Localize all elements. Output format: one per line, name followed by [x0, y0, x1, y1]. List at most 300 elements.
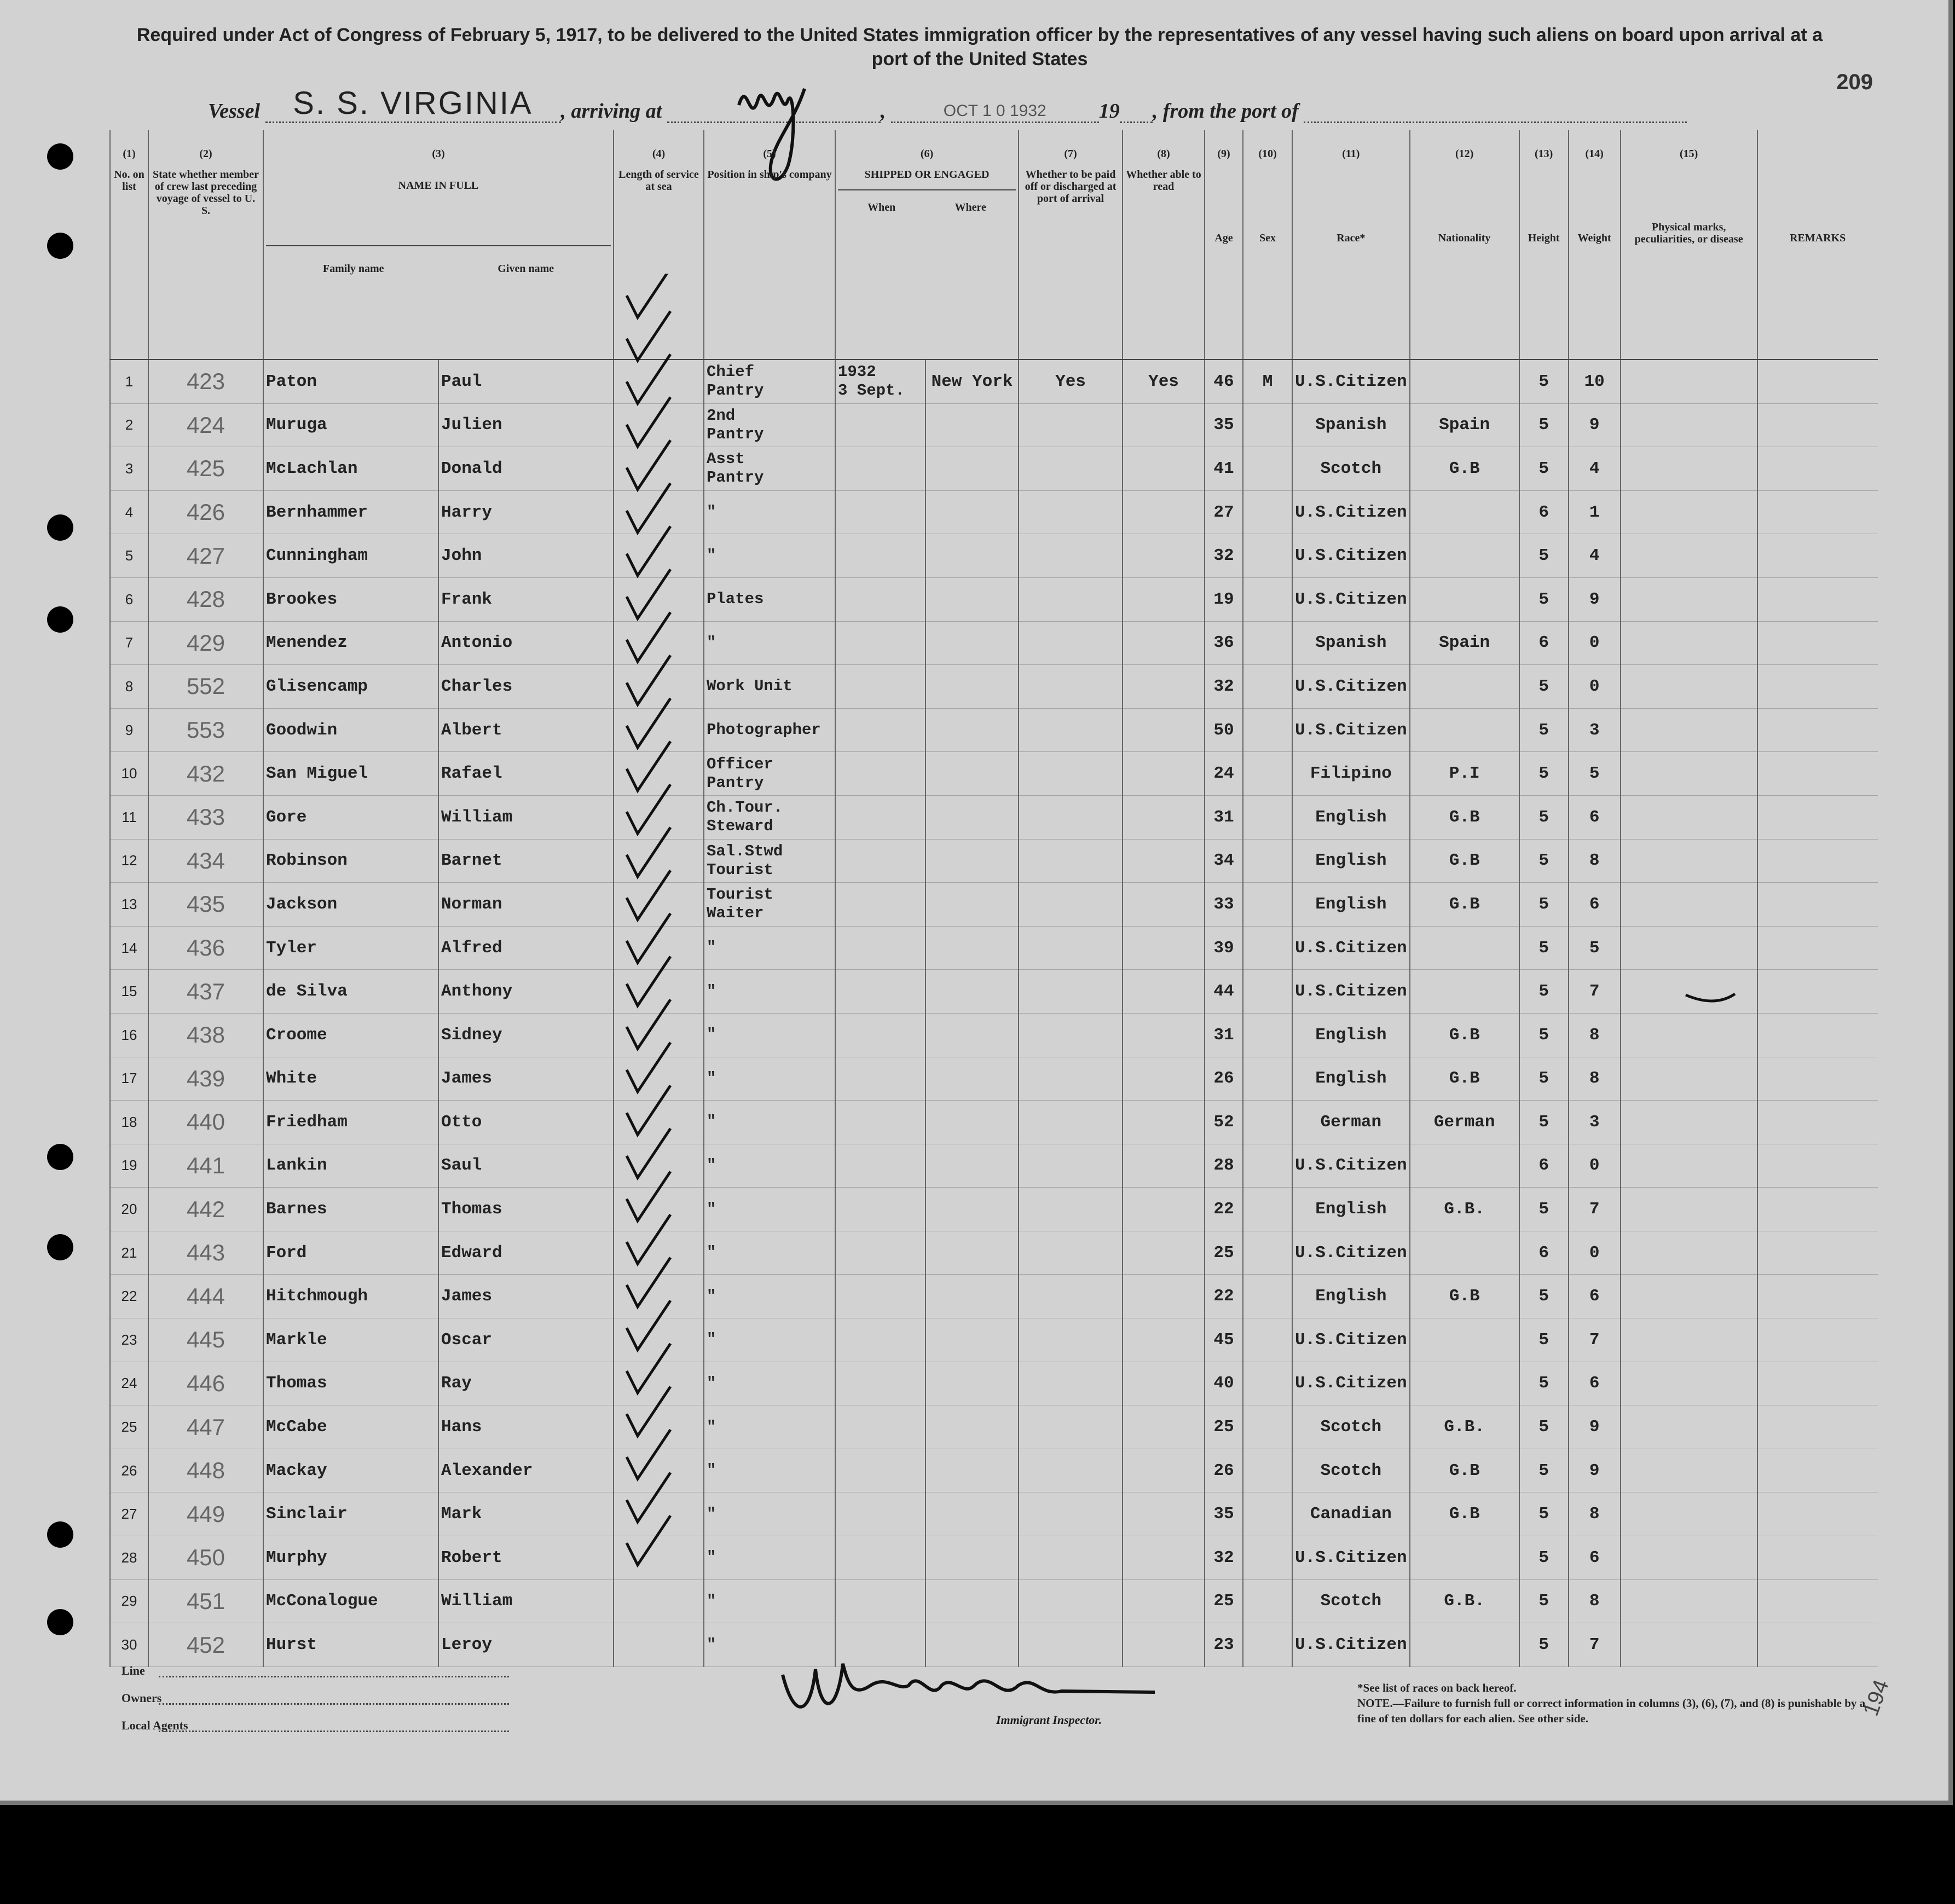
cell-height: 5: [1519, 1536, 1569, 1580]
line-field: [159, 1676, 509, 1677]
cell-crew: 432: [148, 752, 263, 796]
cell-position: ": [704, 1144, 835, 1188]
vessel-label: Vessel: [208, 100, 260, 123]
cell-age: 25: [1205, 1405, 1243, 1449]
pen-mark: [1683, 989, 1738, 1006]
cell-no: 5: [110, 534, 148, 578]
checkmark-icon: [627, 1172, 670, 1221]
page-number: 209: [1836, 70, 1873, 94]
checkmark-icon: [627, 569, 670, 618]
cell-age: 31: [1205, 795, 1243, 839]
col-num: (7): [1019, 130, 1123, 166]
cell-remarks: [1757, 577, 1878, 621]
table-row: [110, 1492, 1878, 1536]
cell-physical-marks: [1621, 926, 1757, 970]
cell-sex: [1243, 1536, 1292, 1580]
binder-hole: [47, 1234, 73, 1260]
shipped-label: SHIPPED OR ENGAGED: [838, 169, 1016, 190]
cell-race: Spanish: [1292, 621, 1410, 665]
cell-age: 39: [1205, 926, 1243, 970]
cell-when: [835, 1231, 926, 1275]
cell-nationality: G.B: [1410, 883, 1519, 927]
checkmark-icon: [627, 1387, 670, 1436]
cell-when: [835, 403, 926, 447]
checkmark-icon: [627, 397, 670, 447]
cell-weight: 4: [1569, 447, 1621, 491]
cell-paid: [1019, 883, 1123, 927]
cell-remarks: [1757, 1188, 1878, 1231]
cell-sex: [1243, 1013, 1292, 1057]
cell-no: 14: [110, 926, 148, 970]
cell-physical-marks: [1621, 1623, 1757, 1667]
cell-sex: [1243, 1579, 1292, 1623]
cell-read: [1123, 1013, 1205, 1057]
cell-height: 5: [1519, 1405, 1569, 1449]
cell-read: [1123, 1362, 1205, 1405]
cell-given: Alfred: [438, 926, 614, 970]
cell-no: 22: [110, 1275, 148, 1318]
cell-when: [835, 795, 926, 839]
cell-given: Barnet: [438, 839, 614, 883]
cell-no: 20: [110, 1188, 148, 1231]
cell-nationality: [1410, 926, 1519, 970]
vessel-line: Vessel S. S. VIRGINIA , arriving at , OCT 1 0 1932 19 , from the port of: [208, 85, 1687, 123]
cell-crew: 449: [148, 1492, 263, 1536]
cell-height: 5: [1519, 1275, 1569, 1318]
cell-when: [835, 1362, 926, 1405]
cell-no: 19: [110, 1144, 148, 1188]
cell-crew: 446: [148, 1362, 263, 1405]
cell-crew: 423: [148, 360, 263, 403]
cell-no: 13: [110, 883, 148, 927]
cell-weight: 0: [1569, 665, 1621, 709]
cell-age: 36: [1205, 621, 1243, 665]
cell-remarks: [1757, 970, 1878, 1014]
cell-read: [1123, 1101, 1205, 1144]
cell-family: McConalogue: [263, 1579, 438, 1623]
cell-no: 7: [110, 621, 148, 665]
cell-nationality: G.B: [1410, 1492, 1519, 1536]
cell-given: Robert: [438, 1536, 614, 1580]
cell-no: 2: [110, 403, 148, 447]
cell-remarks: [1757, 1579, 1878, 1623]
cell-height: 5: [1519, 577, 1569, 621]
cell-when: [835, 490, 926, 534]
cell-remarks: [1757, 1536, 1878, 1580]
cell-height: 5: [1519, 534, 1569, 578]
cell-where: [926, 447, 1019, 491]
cell-sex: [1243, 490, 1292, 534]
table-row: [110, 1188, 1878, 1231]
cell-physical-marks: [1621, 1405, 1757, 1449]
cell-remarks: [1757, 447, 1878, 491]
cell-crew: 553: [148, 708, 263, 752]
cell-remarks: [1757, 403, 1878, 447]
cell-paid: [1019, 1057, 1123, 1101]
inspector-signature: [777, 1653, 1160, 1724]
cell-position: ": [704, 1057, 835, 1101]
cell-given: Alexander: [438, 1449, 614, 1492]
cell-crew: 426: [148, 490, 263, 534]
cell-age: 34: [1205, 839, 1243, 883]
cell-weight: 5: [1569, 752, 1621, 796]
cell-where: [926, 534, 1019, 578]
cell-age: 31: [1205, 1013, 1243, 1057]
cell-position: ": [704, 1188, 835, 1231]
cell-age: 40: [1205, 1362, 1243, 1405]
arriving-label: arriving at: [571, 100, 662, 123]
cell-physical-marks: [1621, 1275, 1757, 1318]
cell-sex: [1243, 926, 1292, 970]
cell-height: 5: [1519, 1013, 1569, 1057]
cell-read: [1123, 1405, 1205, 1449]
cell-race: Filipino: [1292, 752, 1410, 796]
table-row: [110, 1579, 1878, 1623]
cell-physical-marks: [1621, 1144, 1757, 1188]
cell-no: 12: [110, 839, 148, 883]
cell-sex: [1243, 752, 1292, 796]
cell-nationality: G.B: [1410, 1275, 1519, 1318]
cell-when: [835, 1275, 926, 1318]
header-name-in-full: [263, 166, 614, 360]
cell-given: Paul: [438, 360, 614, 403]
cell-when: [835, 1013, 926, 1057]
cell-when: [835, 577, 926, 621]
when-label: When: [867, 201, 896, 213]
cell-physical-marks: [1621, 360, 1757, 403]
local-agents-field: [159, 1731, 509, 1732]
cell-height: 5: [1519, 1101, 1569, 1144]
cell-no: 24: [110, 1362, 148, 1405]
cell-read: [1123, 1275, 1205, 1318]
cell-family: Menendez: [263, 621, 438, 665]
cell-nationality: G.B.: [1410, 1579, 1519, 1623]
cell-race: U.S.Citizen: [1292, 1144, 1410, 1188]
cell-position: ": [704, 1101, 835, 1144]
cell-given: Harry: [438, 490, 614, 534]
cell-crew: 445: [148, 1318, 263, 1362]
checkmark-icon: [627, 1258, 670, 1307]
cell-read: [1123, 970, 1205, 1014]
cell-crew: 452: [148, 1623, 263, 1667]
cell-weight: 9: [1569, 577, 1621, 621]
cell-race: U.S.Citizen: [1292, 534, 1410, 578]
cell-weight: 6: [1569, 1275, 1621, 1318]
cell-age: 22: [1205, 1275, 1243, 1318]
cell-race: Scotch: [1292, 1405, 1410, 1449]
checkmark-icon: [627, 311, 670, 361]
cell-family: Gore: [263, 795, 438, 839]
cell-no: 11: [110, 795, 148, 839]
cell-when: [835, 1057, 926, 1101]
cell-sex: [1243, 1623, 1292, 1667]
cell-crew: 441: [148, 1144, 263, 1188]
inspector-label: Immigrant Inspector.: [996, 1713, 1102, 1727]
cell-sex: [1243, 1144, 1292, 1188]
checkmark-icon: [627, 1430, 670, 1479]
cell-where: [926, 1449, 1019, 1492]
cell-sex: [1243, 534, 1292, 578]
cell-sex: [1243, 1318, 1292, 1362]
cell-weight: 9: [1569, 1405, 1621, 1449]
cell-age: 25: [1205, 1579, 1243, 1623]
cell-race: U.S.Citizen: [1292, 665, 1410, 709]
checkmark-icon: [627, 827, 670, 877]
cell-remarks: [1757, 621, 1878, 665]
cell-crew: 427: [148, 534, 263, 578]
cell-physical-marks: [1621, 883, 1757, 927]
cell-where: [926, 1144, 1019, 1188]
checkmark-icon: [627, 1300, 670, 1350]
cell-nationality: [1410, 1536, 1519, 1580]
binder-hole: [47, 514, 73, 541]
checkmark-icon: [627, 913, 670, 963]
cell-nationality: German: [1410, 1101, 1519, 1144]
cell-where: [926, 1362, 1019, 1405]
cell-race: U.S.Citizen: [1292, 926, 1410, 970]
cell-given: Saul: [438, 1144, 614, 1188]
header-no-on-list: No. on list: [110, 166, 148, 360]
table-row: [110, 970, 1878, 1014]
year-prefix: 19: [1098, 100, 1120, 123]
arrival-date-stamp: OCT 1 0 1932: [943, 102, 1046, 120]
cell-age: 50: [1205, 708, 1243, 752]
vessel-comma: ,: [560, 100, 566, 123]
cell-age: 35: [1205, 403, 1243, 447]
cell-weight: 8: [1569, 1492, 1621, 1536]
cell-crew: 436: [148, 926, 263, 970]
table-row: [110, 795, 1878, 839]
cell-weight: 10: [1569, 360, 1621, 403]
cell-weight: 5: [1569, 926, 1621, 970]
cell-race: U.S.Citizen: [1292, 708, 1410, 752]
cell-paid: [1019, 1188, 1123, 1231]
cell-paid: [1019, 795, 1123, 839]
cell-physical-marks: [1621, 1492, 1757, 1536]
header-remarks: REMARKS: [1757, 166, 1878, 360]
cell-crew: 438: [148, 1013, 263, 1057]
cell-read: [1123, 1449, 1205, 1492]
cell-family: Markle: [263, 1318, 438, 1362]
cell-no: 9: [110, 708, 148, 752]
cell-position: Sal.Stwd Tourist: [704, 839, 835, 883]
cell-remarks: [1757, 883, 1878, 927]
vessel-name: S. S. VIRGINIA: [293, 85, 533, 121]
cell-sex: [1243, 1449, 1292, 1492]
binder-hole: [47, 1521, 73, 1548]
cell-paid: [1019, 839, 1123, 883]
cell-position: Ch.Tour. Steward: [704, 795, 835, 839]
cell-position: ": [704, 1013, 835, 1057]
cell-where: [926, 1013, 1019, 1057]
cell-weight: 9: [1569, 403, 1621, 447]
checkmark-icon: [627, 698, 670, 748]
cell-nationality: Spain: [1410, 403, 1519, 447]
cell-height: 5: [1519, 1449, 1569, 1492]
cell-race: German: [1292, 1101, 1410, 1144]
cell-race: U.S.Citizen: [1292, 1536, 1410, 1580]
cell-paid: [1019, 708, 1123, 752]
cell-family: Ford: [263, 1231, 438, 1275]
cell-paid: [1019, 621, 1123, 665]
cell-where: [926, 926, 1019, 970]
cell-nationality: [1410, 1144, 1519, 1188]
cell-given: James: [438, 1057, 614, 1101]
cell-given: Thomas: [438, 1188, 614, 1231]
cell-no: 21: [110, 1231, 148, 1275]
header-able-to-read: Whether able to read: [1123, 166, 1205, 360]
cell-height: 5: [1519, 883, 1569, 927]
cell-nationality: Spain: [1410, 621, 1519, 665]
cell-age: 26: [1205, 1449, 1243, 1492]
cell-crew: 435: [148, 883, 263, 927]
table-row: [110, 360, 1878, 403]
cell-sex: [1243, 1101, 1292, 1144]
cell-position: ": [704, 1362, 835, 1405]
col-num: (5): [704, 130, 835, 166]
cell-read: [1123, 447, 1205, 491]
cell-crew: 434: [148, 839, 263, 883]
cell-when: [835, 926, 926, 970]
cell-race: U.S.Citizen: [1292, 1318, 1410, 1362]
cell-position: Asst Pantry: [704, 447, 835, 491]
cell-crew: 439: [148, 1057, 263, 1101]
cell-nationality: [1410, 577, 1519, 621]
cell-age: 33: [1205, 883, 1243, 927]
cell-family: Muruga: [263, 403, 438, 447]
header-crew-member: State whether member of crew last preceding voyage of vessel to U. S.: [148, 166, 263, 360]
col-num: (13): [1519, 130, 1569, 166]
cell-race: Scotch: [1292, 1449, 1410, 1492]
col-num: [1757, 130, 1878, 166]
cell-sex: [1243, 970, 1292, 1014]
cell-family: Sinclair: [263, 1492, 438, 1536]
cell-paid: Yes: [1019, 360, 1123, 403]
col-num: (6): [835, 130, 1019, 166]
cell-given: Norman: [438, 883, 614, 927]
cell-no: 16: [110, 1013, 148, 1057]
checkmark-icon: [627, 354, 670, 403]
cell-height: 5: [1519, 1579, 1569, 1623]
cell-family: Murphy: [263, 1536, 438, 1580]
header-paid-off: Whether to be paid off or discharged at port of arrival: [1019, 166, 1123, 360]
cell-no: 30: [110, 1623, 148, 1667]
cell-given: Otto: [438, 1101, 614, 1144]
cell-physical-marks: [1621, 1579, 1757, 1623]
cell-paid: [1019, 447, 1123, 491]
cell-nationality: [1410, 708, 1519, 752]
cell-crew: 447: [148, 1405, 263, 1449]
cell-nationality: P.I: [1410, 752, 1519, 796]
cell-family: Jackson: [263, 883, 438, 927]
cell-position: Plates: [704, 577, 835, 621]
col-num: (12): [1410, 130, 1519, 166]
cell-where: [926, 1405, 1019, 1449]
cell-crew: 443: [148, 1231, 263, 1275]
cell-weight: 7: [1569, 970, 1621, 1014]
cell-family: Goodwin: [263, 708, 438, 752]
cell-remarks: [1757, 926, 1878, 970]
table-row: [110, 752, 1878, 796]
cell-nationality: [1410, 490, 1519, 534]
cell-weight: 8: [1569, 1579, 1621, 1623]
cell-when: [835, 1536, 926, 1580]
cell-crew: 425: [148, 447, 263, 491]
cell-age: 27: [1205, 490, 1243, 534]
cell-given: Rafael: [438, 752, 614, 796]
col-num: (11): [1292, 130, 1410, 166]
owners-field: [159, 1703, 509, 1705]
cell-age: 32: [1205, 665, 1243, 709]
cell-age: 32: [1205, 534, 1243, 578]
cell-read: [1123, 926, 1205, 970]
cell-read: Yes: [1123, 360, 1205, 403]
checkmark-icon: [627, 999, 670, 1049]
cell-family: Tyler: [263, 926, 438, 970]
cell-no: 3: [110, 447, 148, 491]
cell-race: U.S.Citizen: [1292, 1623, 1410, 1667]
checkmark-icon: [627, 1214, 670, 1264]
col-num: (3): [263, 130, 614, 166]
cell-when: [835, 447, 926, 491]
cell-where: [926, 752, 1019, 796]
cell-family: Barnes: [263, 1188, 438, 1231]
header-nationality: Nationality: [1410, 166, 1519, 360]
table-row: [110, 1362, 1878, 1405]
cell-height: 6: [1519, 490, 1569, 534]
cell-read: [1123, 1188, 1205, 1231]
cell-remarks: [1757, 1231, 1878, 1275]
cell-no: 6: [110, 577, 148, 621]
cell-sex: [1243, 1188, 1292, 1231]
cell-where: [926, 1231, 1019, 1275]
cell-when: [835, 1318, 926, 1362]
cell-race: English: [1292, 795, 1410, 839]
cell-given: John: [438, 534, 614, 578]
cell-weight: 0: [1569, 621, 1621, 665]
cell-physical-marks: [1621, 1188, 1757, 1231]
family-name-label: Family name: [322, 263, 384, 275]
cell-position: ": [704, 970, 835, 1014]
cell-paid: [1019, 1275, 1123, 1318]
cell-height: 6: [1519, 1231, 1569, 1275]
cell-family: Cunningham: [263, 534, 438, 578]
binder-hole: [47, 606, 73, 633]
cell-remarks: [1757, 1362, 1878, 1405]
cell-crew: 552: [148, 665, 263, 709]
cell-position: Work Unit: [704, 665, 835, 709]
cell-where: [926, 708, 1019, 752]
cell-age: 35: [1205, 1492, 1243, 1536]
cell-position: Photographer: [704, 708, 835, 752]
cell-remarks: [1757, 1492, 1878, 1536]
cell-paid: [1019, 1536, 1123, 1580]
cell-height: 5: [1519, 1057, 1569, 1101]
cell-height: 6: [1519, 621, 1569, 665]
cell-height: 5: [1519, 752, 1569, 796]
cell-paid: [1019, 970, 1123, 1014]
cell-paid: [1019, 1449, 1123, 1492]
cell-when: [835, 1144, 926, 1188]
cell-race: Scotch: [1292, 447, 1410, 491]
cell-where: [926, 1275, 1019, 1318]
header-race: Race*: [1292, 166, 1410, 360]
cell-no: 4: [110, 490, 148, 534]
cell-weight: 7: [1569, 1188, 1621, 1231]
col-num: (10): [1243, 130, 1292, 166]
cell-sex: [1243, 447, 1292, 491]
cell-remarks: [1757, 752, 1878, 796]
